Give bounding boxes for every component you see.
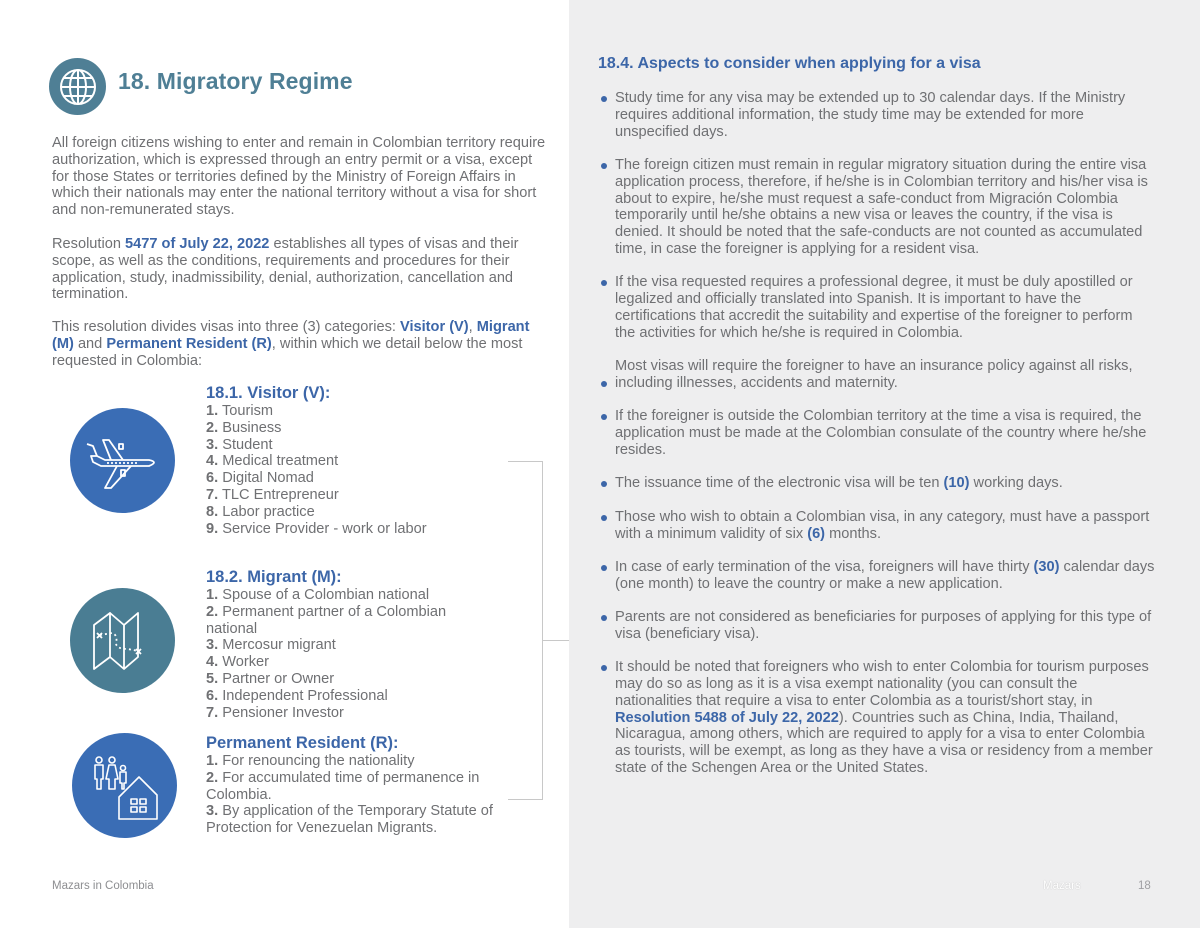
aspect-highlight: (30) (1033, 558, 1060, 575)
globe-icon (49, 58, 106, 115)
item-label: Permanent partner of a Colombian national (206, 603, 447, 637)
resident-list (206, 753, 498, 837)
bullet-icon (601, 615, 607, 621)
aspect-text: months. (825, 525, 882, 542)
categories-text: This resolution divides visas into three (3) categories: (52, 319, 400, 335)
list-item (206, 671, 471, 688)
bullet-icon (601, 96, 607, 102)
item-number: 7. (206, 704, 219, 721)
list-item (206, 753, 498, 770)
list-item (206, 437, 506, 454)
aspect-text: working days. (969, 475, 1063, 492)
aspects-list (600, 90, 1155, 793)
page-title: 18. Migratory Regime (118, 68, 353, 94)
item-number: 3. (206, 803, 219, 820)
footer-brand: Mazars (1043, 880, 1081, 892)
aspect-text: The foreign citizen must remain in regular migratory situation during the entire visa application process, therefore, if he/she is in Colombian territory and his/her visa is about to expire, he/she must request a safe-conduct from Migración Colombia temporarily until he/she obtains a new visa or leaves the country, if the visa is denied. It should be noted that the safe-conducts are not counted as accumulated time, in case the foreigner is applying for a resident visa. (615, 156, 1148, 257)
intro-paragraph: All foreign citizens wishing to enter and remain in Colombian territory require authorization, which is expressed through an entry permit or a visa, except for those States or territories defined by the Ministry of Foreign Affairs in which their nationals may enter the national territory without a visa for short and non-remunerated stays. (52, 135, 546, 219)
aspect-item (600, 609, 1155, 643)
list-item (206, 504, 506, 521)
item-label: Pensioner Investor (218, 704, 344, 721)
aspect-text: ). Countries such as China, India, Thailand, Nicaragua, among others, which are required to apply for a visa to enter Colombia as tourists, will be exempt, as long as they have a visa or residency from a member state of the Schengen Area or the United States. (615, 709, 1153, 777)
bullet-icon (601, 381, 607, 387)
item-number: 1. (206, 753, 219, 769)
map-icon (70, 588, 175, 693)
categories-text-end: , within which we detail below the most requested in Colombia: (52, 335, 523, 369)
aspect-highlight: (10) (943, 475, 970, 492)
item-label: Spouse of a Colombian national (218, 587, 430, 603)
resident-term: Permanent Resident (R) (106, 335, 272, 352)
item-number: 2. (206, 769, 219, 786)
migrant-category (206, 567, 506, 721)
item-number: 9. (206, 520, 219, 537)
section-title: 18.4. Aspects to consider when applying for a visa (598, 55, 981, 72)
aspect-item (600, 157, 1155, 258)
aspect-text: If the visa requested requires a professional degree, it must be duly apostilled or legalized and officially translated into Spanish. It is important to have the certifications that accredit the suitability and expertise of the foreigner to perform the activities for which he/she is required in Colombia. (615, 274, 1133, 341)
list-item (206, 604, 471, 638)
item-label: Independent Professional (218, 687, 388, 704)
item-label: Mercosur migrant (218, 637, 336, 654)
resolution-suffix: establishes all types of visas and their scope, as well as the conditions, requirements and procedures for their application, study, inadmissibility, denial, authorization, cancellation and termination. (52, 236, 519, 303)
aspect-text: The issuance time of the electronic visa will be ten (615, 475, 944, 492)
footer-left: Mazars in Colombia (52, 880, 154, 892)
visitor-term: Visitor (V) (399, 319, 469, 335)
item-number: 4. (206, 453, 219, 470)
item-number: 5. (206, 670, 219, 687)
aspect-text: Study time for any visa may be extended up to 30 calendar days. If the Ministry requires additional information, the study time may be extended for more unspecified days. (615, 90, 1126, 140)
list-item (206, 420, 506, 437)
item-number: 6. (206, 687, 219, 704)
aspect-item (600, 274, 1155, 341)
bracket-line-bottom (508, 799, 543, 800)
item-number: 2. (206, 603, 219, 620)
aspect-item (600, 358, 1155, 392)
resolution-prefix: Resolution (52, 236, 126, 252)
migrant-heading: 18.2. Migrant (M): (206, 568, 342, 586)
item-label: TLC Entrepreneur (218, 486, 339, 503)
aspect-text: In case of early termination of the visa, foreigners will have thirty (615, 558, 1034, 575)
list-item (206, 705, 471, 722)
migrant-list (206, 587, 471, 721)
item-label: By application of the Temporary Statute of Protection for Venezuelan Migrants. (206, 803, 493, 837)
item-label: Partner or Owner (218, 670, 335, 687)
item-number: 3. (206, 436, 219, 453)
visitor-heading: 18.1. Visitor (V): (206, 384, 331, 402)
list-item (206, 770, 498, 804)
item-number: 6. (206, 470, 219, 487)
item-label: For renouncing the nationality (218, 753, 415, 769)
bullet-icon (601, 163, 607, 169)
aspect-text: Parents are not considered as beneficiaries for purposes of applying for this type of visa (beneficiary visa). (615, 609, 1152, 642)
aspect-text: It should be noted that foreigners who wish to enter Colombia for tourism purposes may do so as long as it is a visa exempt nationality (you can consult the nationalities that require a visa to enter Colombia as a tourist/short stay, in (615, 659, 1149, 709)
resident-heading: Permanent Resident (R): (206, 734, 399, 752)
item-label: Digital Nomad (218, 470, 314, 487)
item-label: Medical treatment (218, 453, 339, 470)
item-label: Student (218, 436, 273, 453)
list-item (206, 654, 471, 671)
item-number: 1. (206, 403, 219, 419)
resolution-5488-link: Resolution 5488 of July 22, 2022 (615, 709, 839, 726)
item-number: 1. (206, 587, 219, 603)
visitor-category (206, 383, 506, 537)
resident-category (206, 733, 506, 837)
list-item (206, 803, 498, 837)
aspect-item (600, 559, 1155, 593)
visitor-list (206, 403, 506, 537)
bullet-icon (601, 481, 607, 487)
aspect-item (600, 408, 1155, 458)
and-text: and (73, 335, 107, 352)
family-house-icon (72, 733, 177, 838)
item-number: 4. (206, 654, 219, 671)
migrant-term: Migrant (M) (52, 319, 530, 352)
aspect-text: If the foreigner is outside the Colombian territory at the time a visa is required, the application must be made at the Colombian consulate of the country where he/she resides. (615, 408, 1147, 458)
list-item (206, 637, 471, 654)
resolution-paragraph (52, 236, 547, 303)
list-item (206, 688, 471, 705)
resolution-link: 5477 of July 22, 2022 (125, 236, 270, 252)
item-label: Labor practice (218, 503, 315, 520)
aspect-text: Most visas will require the foreigner to have an insurance policy against all risks, including illnesses, accidents and maternity. (615, 358, 1133, 391)
bracket-line-connector (542, 640, 569, 641)
bullet-icon (601, 414, 607, 420)
bullet-icon (601, 280, 607, 286)
list-item (206, 521, 506, 538)
item-label: Tourism (218, 403, 274, 419)
bracket-line-vertical (542, 461, 543, 800)
item-label: Business (218, 419, 282, 436)
page-number: 18 (1138, 880, 1151, 892)
aspect-highlight: (6) (807, 525, 826, 542)
bullet-icon (601, 565, 607, 571)
aspect-text: Those who wish to obtain a Colombian visa, in any category, must have a passport with a minimum validity of six (615, 508, 1150, 542)
item-number: 2. (206, 419, 219, 436)
aspect-item (600, 90, 1155, 140)
categories-paragraph (52, 319, 547, 369)
list-item (206, 453, 506, 470)
bullet-icon (601, 665, 607, 671)
bullet-icon (601, 515, 607, 521)
airplane-icon (70, 408, 175, 513)
aspect-item (600, 475, 1155, 492)
aspect-item (600, 659, 1155, 777)
comma: , (468, 319, 477, 335)
item-number: 3. (206, 637, 219, 654)
item-number: 8. (206, 503, 219, 520)
item-label: Worker (218, 654, 269, 671)
bracket-line-top (508, 461, 543, 462)
aspect-item (600, 509, 1155, 543)
list-item (206, 403, 506, 420)
item-label: Service Provider - work or labor (218, 520, 427, 537)
list-item (206, 587, 471, 604)
item-number: 7. (206, 486, 219, 503)
aspect-text: calendar days (one month) to leave the country or make a new application. (615, 558, 1155, 592)
list-item (206, 487, 506, 504)
item-label: For accumulated time of permanence in Colombia. (206, 769, 480, 803)
list-item (206, 470, 506, 487)
